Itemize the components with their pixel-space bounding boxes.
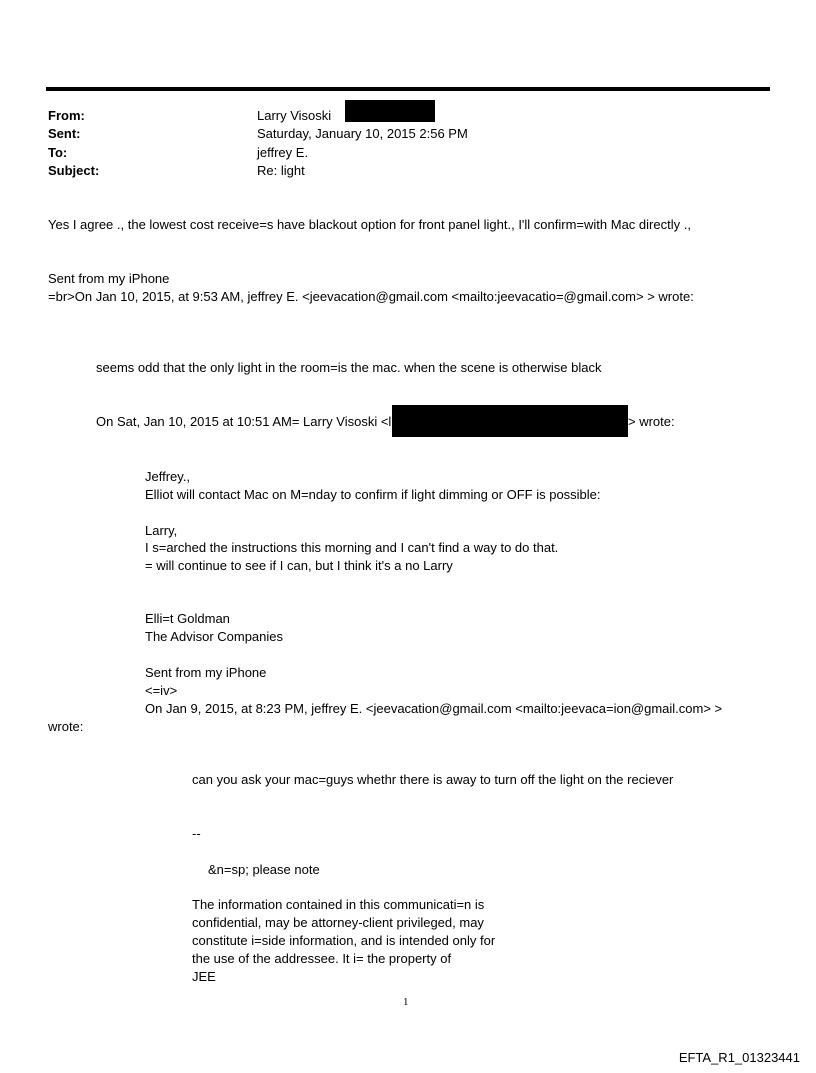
sent-value: Saturday, January 10, 2015 2:56 PM bbox=[257, 126, 468, 141]
quote-header: On Jan 9, 2015, at 8:23 PM, jeffrey E. <jeevacation@gmail.com <mailto:jeevaca=ion@gmail.com> > bbox=[145, 701, 723, 716]
quoted-line: Jeffrey., bbox=[145, 469, 191, 484]
quoted-line: The information contained in this communicati=n is bbox=[192, 897, 485, 912]
header-rule bbox=[46, 87, 770, 91]
subject-value: Re: light bbox=[257, 163, 305, 178]
to-value: jeffrey E. bbox=[257, 145, 309, 160]
quoted-line: Sent from my iPhone bbox=[145, 665, 267, 680]
quoted-line: I s=arched the instructions this morning and I can't find a way to do that. bbox=[145, 540, 559, 555]
to-label: To: bbox=[48, 145, 68, 160]
quoted-line: JEE bbox=[192, 969, 216, 984]
sent-label: Sent: bbox=[48, 126, 81, 141]
reply-text: Yes I agree ., the lowest cost receive=s have blackout option for front panel light., I'll confirm=with Mac directly ., bbox=[48, 217, 691, 232]
quote-header-end: > wrote: bbox=[628, 414, 675, 429]
quoted-line: Elli=t Goldman bbox=[145, 611, 230, 626]
quoted-text: seems odd that the only light in the room=is the mac. when the scene is otherwise black bbox=[96, 360, 602, 375]
redaction-box bbox=[345, 100, 435, 122]
from-value: Larry Visoski bbox=[257, 108, 332, 123]
signature: Sent from my iPhone bbox=[48, 271, 170, 286]
redaction-box bbox=[392, 405, 628, 437]
quoted-line: confidential, may be attorney-client privileged, may bbox=[192, 915, 484, 930]
quote-header: On Sat, Jan 10, 2015 at 10:51 AM= Larry Visoski <l bbox=[96, 414, 392, 429]
quoted-line: = will continue to see if I can, but I think it's a no Larry bbox=[145, 558, 453, 573]
quote-header-wrap: wrote: bbox=[48, 719, 84, 734]
quoted-line: <=iv> bbox=[145, 683, 178, 698]
quoted-line: &n=sp; please note bbox=[208, 862, 320, 877]
quoted-line: Elliot will contact Mac on M=nday to confirm if light dimming or OFF is possible: bbox=[145, 487, 601, 502]
from-label: From: bbox=[48, 108, 85, 123]
quoted-line: the use of the addressee. It i= the property of bbox=[192, 951, 452, 966]
quoted-line: constitute i=side information, and is intended only for bbox=[192, 933, 496, 948]
document-id: EFTA_R1_01323441 bbox=[678, 1050, 800, 1065]
page-number: 1 bbox=[403, 996, 409, 1008]
subject-label: Subject: bbox=[48, 163, 100, 178]
quoted-line: -- bbox=[192, 826, 201, 841]
quoted-line: can you ask your mac=guys whethr there is away to turn off the light on the reciever bbox=[192, 772, 674, 787]
quote-header: =br>On Jan 10, 2015, at 9:53 AM, jeffrey E. <jeevacation@gmail.com <mailto:jeevacatio=@gmail.com> > wrote: bbox=[48, 289, 694, 304]
quoted-line: The Advisor Companies bbox=[145, 629, 284, 644]
quoted-line: Larry, bbox=[145, 523, 178, 538]
